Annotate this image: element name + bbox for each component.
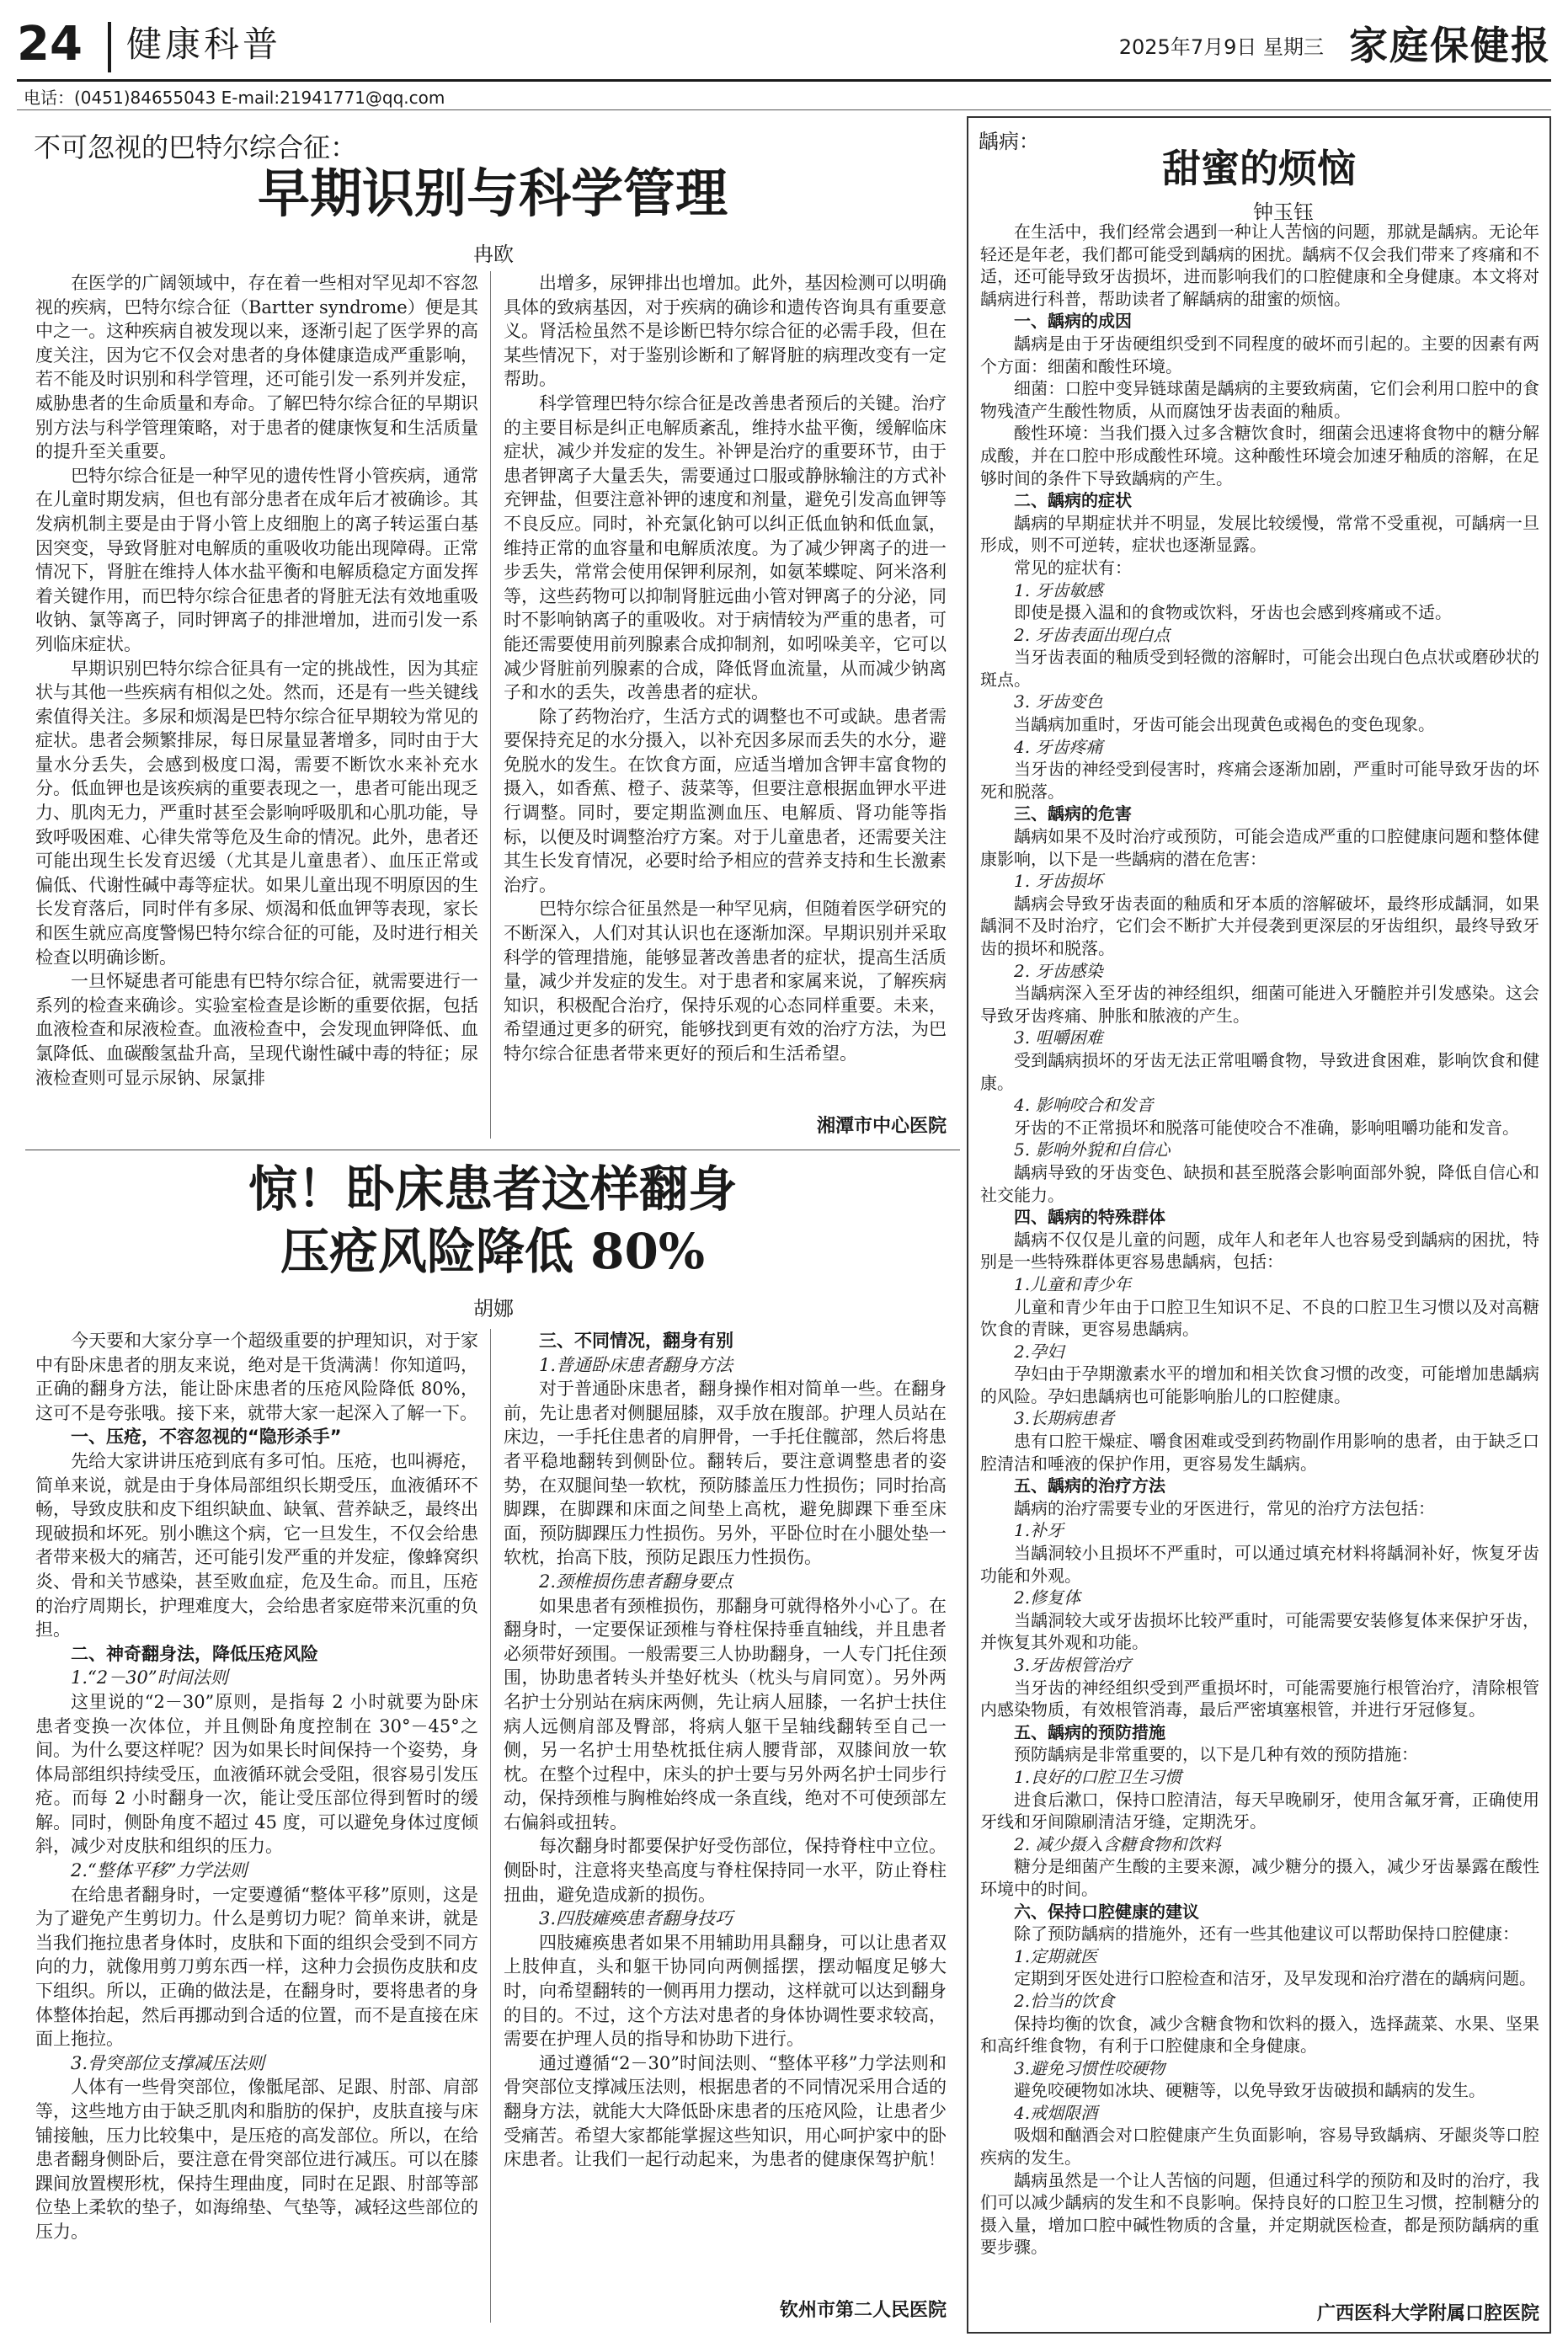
paragraph: 除了药物治疗，生活方式的调整也不可或缺。患者需要保持充足的水分摄入，以补充因多尿而丢失的水分，避免脱水的发生。在饮食方面，应适当增加含钾丰富食物的摄入，如香蕉、橙子、菠菜等，但要注意根据血钾水平进行调整。同时，要定期监测血压、电解质、肾功能等指标，以便及时调整治疗方案。对于儿童患者，还需要关注其生长发育情况，必要时给予相应的营养支持和生长激素治疗。 <box>504 706 947 895</box>
article3-title: 甜蜜的烦恼 <box>1162 146 1356 191</box>
column-rule <box>490 271 491 1139</box>
column-rule <box>490 1329 491 2323</box>
article1-title: 早期识别与科学管理 <box>257 163 728 224</box>
subheading: 3.四肢瘫痪患者翻身技巧 <box>539 1908 733 1929</box>
paragraph: 定期到牙医处进行口腔检查和洁牙，及早发现和治疗潜在的龋病问题。 <box>1014 1968 1536 1989</box>
article2-author: 胡娜 <box>473 1297 514 1320</box>
paragraph: 进食后漱口，保持口腔清洁，每天早晚刷牙，使用含氟牙膏，正确使用牙线和牙间隙刷清洁牙缝，定期洗牙。 <box>980 1789 1539 1833</box>
article1-column-2 <box>504 271 947 1107</box>
subheading: 1.普通卧床患者翻身方法 <box>539 1354 733 1375</box>
subheading: 2. 牙齿感染 <box>1014 960 1103 981</box>
paragraph: 当龋洞较大或牙齿损坏比较严重时，可能需要安装修复体来保护牙齿，并恢复其外观和功能。 <box>980 1609 1539 1653</box>
paragraph: 巴特尔综合征是一种罕见的遗传性肾小管疾病，通常在儿童时期发病，但也有部分患者在成年后才被确诊。其发病机制主要是由于肾小管上皮细胞上的离子转运蛋白基因突变，导致肾脏对电解质的重吸收功能出现障碍。正常情况下，肾脏在维持人体水盐平衡和电解质稳定方面发挥着关键作用，而巴特尔综合征患者的肾脏无法有效地重吸收钠、氯等离子，同时钾离子的排泄增加，进而引发一系列临床症状。 <box>35 465 478 654</box>
paragraph: 吸烟和酗酒会对口腔健康产生负面影响，容易导致龋病、牙龈炎等口腔疾病的发生。 <box>980 2125 1539 2169</box>
article3-pretitle: 龋病： <box>979 130 1039 153</box>
paragraph: 当龋病深入至牙齿的神经组织，细菌可能进入牙髓腔并引发感染。这会导致牙齿疼痛、肿胀和脓液的产生。 <box>980 983 1539 1026</box>
section-heading: 六、保持口腔健康的建议 <box>1014 1901 1199 1922</box>
subheading: 1. 牙齿损坏 <box>1014 871 1103 892</box>
article2-source: 钦州市第二人民医院 <box>779 2300 947 2321</box>
subheading: 1.“2－30”时间法则 <box>71 1667 228 1688</box>
paragraph: 龋病的早期症状并不明显，发展比较缓慢，常常不受重视，可龋病一旦形成，则不可逆转，症状也逐渐显露。 <box>980 512 1539 556</box>
paragraph: 通过遵循“2－30”时间法则、“整体平移”力学法则和骨突部位支撑减压法则，根据患者的不同情况采用合适的翻身方法，就能大大降低卧床患者的压疮风险，让患者少受痛苦。希望大家都能掌握这些知识，用心呵护家中的卧床患者。让我们一起行动起来，为患者的健康保驾护航！ <box>504 2052 947 2170</box>
subheading: 2. 减少摄入含糖食物和饮料 <box>1014 1833 1221 1854</box>
page-header <box>17 12 1551 77</box>
subheading: 3. 咀嚼困难 <box>1014 1027 1103 1048</box>
subheading: 3.牙齿根管治疗 <box>1014 1655 1132 1675</box>
paragraph: 避免咬硬物如冰块、硬糖等，以免导致牙齿破损和龋病的发生。 <box>1014 2080 1485 2101</box>
paragraph: 人体有一些骨突部位，像骶尾部、足跟、肘部、肩部等，这些地方由于缺乏肌肉和脂肪的保护，皮肤直接与床铺接触，压力比较集中，是压疮的高发部位。所以，在给患者翻身侧卧后，要注意在骨突部位进行减压。可以在膝踝间放置楔形枕，保持生理曲度，同时在足跟、肘部等部位垫上柔软的垫子，如海绵垫、气垫等，减轻这些部位的压力。 <box>35 2077 478 2242</box>
paragraph: 龋病如果不及时治疗或预防，可能会造成严重的口腔健康问题和整体健康影响，以下是一些龋病的潜在危害： <box>980 826 1539 869</box>
paragraph: 儿童和青少年由于口腔卫生知识不足、不良的口腔卫生习惯以及对高糖饮食的青睐，更容易患龋病。 <box>980 1296 1539 1340</box>
paragraph: 先给大家讲讲压疮到底有多可怕。压疮，也叫褥疮，简单来说，就是由于身体局部组织长期受压，血液循环不畅，导致皮肤和皮下组织缺血、缺氧、营养缺乏，最终出现破损和坏死。别小瞧这个病，它一旦发生，不仅会给患者带来极大的痛苦，还可能引发严重的并发症，像蜂窝织炎、骨和关节感染，甚至败血症，危及生命。而且，压疮的治疗周期长，护理难度大，会给患者家庭带来沉重的负担。 <box>35 1450 478 1640</box>
subheading: 4. 牙齿疼痛 <box>1014 736 1103 757</box>
article1-pretitle: 不可忽视的巴特尔综合征： <box>34 131 358 163</box>
article2-title-line-2: 压疮风险降低 80% <box>280 1223 706 1280</box>
subheading: 3.避免习惯性咬硬物 <box>1014 2057 1165 2078</box>
issue-date: 2025年7月9日 星期三 <box>1118 35 1324 59</box>
header-rule <box>17 79 1551 82</box>
subheading: 1.定期就医 <box>1014 1945 1098 1966</box>
subheading: 2.孕妇 <box>1014 1341 1064 1362</box>
article2-title-line-1: 惊！卧床患者这样翻身 <box>248 1160 737 1218</box>
section-heading: 三、不同情况，翻身有别 <box>539 1331 733 1351</box>
subheading: 5. 影响外貌和自信心 <box>1014 1139 1171 1160</box>
page-number: 24 <box>17 17 83 72</box>
paragraph: 糖分是细菌产生酸的主要来源，减少糖分的摄入，减少牙齿暴露在酸性环境中的时间。 <box>980 1856 1539 1899</box>
section-heading: 五、龋病的治疗方法 <box>1014 1475 1165 1496</box>
paragraph: 这里说的“2－30”原则，是指每 2 小时就要为卧床患者变换一次体位，并且侧卧角度控制在 30°－45°之间。为什么要这样呢？因为如果长时间保持一个姿势，身体局部组织持续受压，血液循环就会受阻，很容易引发压疮。而每 2 小时翻身一次，能让受压部位得到暂时的缓解。同时，侧卧角度不超过 45 度，可以避免身体过度倾斜，减少对皮肤和组织的压力。 <box>35 1691 478 1857</box>
section-heading: 五、龋病的预防措施 <box>1014 1721 1165 1742</box>
newspaper-name: 家庭保健报 <box>1349 23 1551 68</box>
paragraph: 每次翻身时都要保护好受伤部位，保持脊柱中立位。侧卧时，注意将夹垫高度与脊柱保持同一水平，防止脊柱扭曲，避免造成新的损伤。 <box>504 1836 947 1905</box>
paragraph: 患有口腔干燥症、嚼食困难或受到药物副作用影响的患者，由于缺乏口腔清洁和唾液的保护作用，更容易发生龋病。 <box>980 1431 1539 1474</box>
paragraph: 当龋洞较小且损坏不严重时，可以通过填充材料将龋洞补好，恢复牙齿功能和外观。 <box>980 1543 1539 1586</box>
subheading: 1.儿童和青少年 <box>1014 1273 1132 1294</box>
article3-author: 钟玉钰 <box>1253 200 1314 224</box>
article2-column-2 <box>504 1329 947 2285</box>
contact-rule <box>17 109 1551 110</box>
paragraph: 龋病会导致牙齿表面的釉质和牙本质的溶解破坏，最终形成龋洞，如果龋洞不及时治疗，它们会不断扩大并侵袭到更深层的牙齿组织，最终导致牙齿的损坏和脱落。 <box>980 893 1539 958</box>
section-heading: 三、龋病的危害 <box>1014 803 1132 824</box>
subheading: 2.修复体 <box>1014 1587 1081 1608</box>
paragraph: 当龋病加重时，牙齿可能会出现黄色或褐色的变色现象。 <box>1014 714 1435 735</box>
paragraph: 酸性环境：当我们摄入过多含糖饮食时，细菌会迅速将食物中的糖分解成酸，并在口腔中形成酸性环境。这种酸性环境会加速牙釉质的溶解，在足够时间的条件下导致龋病的产生。 <box>980 423 1539 488</box>
paragraph: 龋病虽然是一个让人苦恼的问题，但通过科学的预防和及时的治疗，我们可以减少龋病的发生和不良影响。保持良好的口腔卫生习惯，控制糖分的摄入量，增加口腔中碱性物质的含量，并定期就医检查，都是预防龋病的重要步骤。 <box>980 2169 1539 2258</box>
article2-column-1 <box>35 1329 478 2323</box>
paragraph: 保持均衡的饮食，减少含糖食物和饮料的摄入，选择蔬菜、水果、坚果和高纤维食物，有利于口腔健康和全身健康。 <box>980 2013 1539 2057</box>
paragraph: 牙齿的不正常损坏和脱落可能使咬合不准确，影响咀嚼功能和发音。 <box>1014 1117 1519 1138</box>
subheading: 3.长期病患者 <box>1014 1408 1115 1429</box>
paragraph: 如果患者有颈椎损伤，那翻身可就得格外小心了。在翻身时，一定要保证颈椎与脊柱保持垂直轴线，并且患者必须带好颈围。一般需要三人协助翻身，一人专门托住颈围，协助患者转头并垫好枕头（枕头与肩同宽）。另外两名护士分别站在病床两侧，先让病人屈膝，一名护士扶住病人远侧肩部及臀部，将病人躯干呈轴线翻转至自己一侧，另一名护士用垫枕抵住病人腰背部，双膝间放一软枕。在整个过程中，床头的护士要与另外两名护士同步行动，保持颈椎与胸椎始终成一条直线，绝对不可使颈部左右偏斜或扭转。 <box>504 1595 947 1833</box>
section-name: 健康科普 <box>126 24 282 65</box>
paragraph: 除了预防龋病的措施外，还有一些其他建议可以帮助保持口腔健康： <box>1014 1923 1519 1945</box>
paragraph: 细菌：口腔中变异链球菌是龋病的主要致病菌，它们会利用口腔中的食物残渣产生酸性物质，从而腐蚀牙齿表面的釉质。 <box>980 378 1539 421</box>
paragraph: 出增多，尿钾排出也增加。此外，基因检测可以明确具体的致病基因，对于疾病的确诊和遗传咨询具有重要意义。肾活检虽然不是诊断巴特尔综合征的必需手段，但在某些情况下，对于鉴别诊断和了解肾脏的病理改变有一定帮助。 <box>504 273 947 390</box>
paragraph: 常见的症状有： <box>1014 557 1132 578</box>
subheading: 1.良好的口腔卫生习惯 <box>1014 1766 1182 1787</box>
section-heading: 一、龋病的成因 <box>1014 311 1132 332</box>
subheading: 4.戒烟限酒 <box>1014 2102 1098 2123</box>
paragraph: 预防龋病是非常重要的，以下是几种有效的预防措施： <box>1014 1744 1418 1765</box>
subheading: 2.恰当的饮食 <box>1014 1990 1115 2011</box>
subheading: 3. 牙齿变色 <box>1014 691 1103 712</box>
article3-body <box>980 221 1539 2282</box>
paragraph: 当牙齿表面的釉质受到轻微的溶解时，可能会出现白色点状或磨砂状的斑点。 <box>980 647 1539 690</box>
paragraph: 当牙齿的神经组织受到严重损坏时，可能需要施行根管治疗，清除根管内感染物质，有效根管消毒，最后严密填塞根管，并进行牙冠修复。 <box>980 1677 1539 1720</box>
section-heading: 二、神奇翻身法，降低压疮风险 <box>71 1643 318 1664</box>
paragraph: 四肢瘫痪患者如果不用辅助用具翻身，可以让患者双上肢伸直，头和躯干协同向两侧摇摆，摆动幅度足够大时，向希望翻转的一侧再用力摆动，这样就可以达到翻身的目的。不过，这个方法对患者的身体协调性要求较高，需要在护理人员的指导和协助下进行。 <box>504 1932 947 2050</box>
paragraph: 在生活中，我们经常会遇到一种让人苦恼的问题，那就是龋病。无论年轻还是年老，我们都可能受到龋病的困扰。龋病不仅会我们带来了疼痛和不适，还可能导致牙齿损坏，进而影响我们的口腔健康和全身健康。本文将对龋病进行科普，帮助读者了解龋病的甜蜜的烦恼。 <box>980 221 1539 309</box>
paragraph: 龋病是由于牙齿硬组织受到不同程度的破坏而引起的。主要的因素有两个方面：细菌和酸性环境。 <box>980 333 1539 376</box>
paragraph: 今天要和大家分享一个超级重要的护理知识，对于家中有卧床患者的朋友来说，绝对是干货满满！你知道吗，正确的翻身方法，能让卧床患者的压疮风险降低 80%，这可不是夸张哦。接下来，就带大家一起深入了解一下。 <box>35 1331 478 1423</box>
article1-author: 冉欧 <box>473 243 514 266</box>
subheading: 2.“整体平移”力学法则 <box>71 1860 248 1881</box>
paragraph: 在医学的广阔领域中，存在着一些相对罕见却不容忽视的疾病，巴特尔综合征（Bartter syndrome）便是其中之一。这种疾病自被发现以来，逐渐引起了医学界的高度关注，因为它不仅会对患者的身体健康造成严重影响，若不能及时识别和科学管理，还可能引发一系列并发症，威胁患者的生命质量和寿命。了解巴特尔综合征的早期识别方法与科学管理策略，对于患者的健康恢复和生活质量的提升至关重要。 <box>35 273 478 462</box>
article3-source: 广西医科大学附属口腔医院 <box>1316 2303 1539 2324</box>
paragraph: 龋病导致的牙齿变色、缺损和甚至脱落会影响面部外貌，降低自信心和社交能力。 <box>980 1161 1539 1205</box>
paragraph: 一旦怀疑患者可能患有巴特尔综合征，就需要进行一系列的检查来确诊。实验室检查是诊断的重要依据，包括血液检查和尿液检查。血液检查中，会发现血钾降低、血氯降低、血碳酸氢盐升高，呈现代谢性碱中毒的特征；尿液检查则可显示尿钠、尿氯排 <box>35 971 478 1088</box>
paragraph: 龋病不仅仅是儿童的问题，成年人和老年人也容易受到龋病的困扰，特别是一些特殊群体更容易患龋病，包括： <box>980 1229 1539 1272</box>
article1-source: 湘潭市中心医院 <box>816 1116 947 1137</box>
section-heading: 二、龋病的症状 <box>1014 490 1132 511</box>
paragraph: 孕妇由于孕期激素水平的增加和相关饮食习惯的改变，可能增加患龋病的风险。孕妇患龋病也可能影响胎儿的口腔健康。 <box>980 1363 1539 1406</box>
paragraph: 早期识别巴特尔综合征具有一定的挑战性，因为其症状与其他一些疾病有相似之处。然而，还是有一些关键线索值得关注。多尿和烦渴是巴特尔综合征早期较为常见的症状。患者会频繁排尿，每日尿量显著增多，同时由于大量水分丢失，会感到极度口渴，需要不断饮水来补充水分。低血钾也是该疾病的重要表现之一，患者可能出现乏力、肌肉无力，严重时甚至会影响呼吸肌和心肌功能，导致呼吸困难、心律失常等危及生命的情况。此外，患者还可能出现生长发育迟缓（尤其是儿童患者）、血压正常或偏低、代谢性碱中毒等症状。如果儿童出现不明原因的生长发育落后，同时伴有多尿、烦渴和低血钾等表现，家长和医生就应高度警惕巴特尔综合征的可能，及时进行相关检查以明确诊断。 <box>35 658 478 968</box>
paragraph: 对于普通卧床患者，翻身操作相对简单一些。在翻身前，先让患者对侧腿屈膝，双手放在腹部。护理人员站在床边，一手托住患者的肩胛骨，一手托住髋部，然后将患者平稳地翻转到侧卧位。翻转后，要注意调整患者的姿势，在双腿间垫一软枕，预防膝盖压力性损伤；同时抬高脚踝，在脚踝和床面之间垫上高枕，避免脚踝下垂至床面，预防脚踝压力性损伤。另外，平卧位时在小腿处垫一软枕，抬高下肢，预防足跟压力性损伤。 <box>504 1379 947 1568</box>
paragraph: 在给患者翻身时，一定要遵循“整体平移”原则，这是为了避免产生剪切力。什么是剪切力呢？简单来讲，就是当我们拖拉患者身体时，皮肤和下面的组织会受到不同方向的力，就像用剪刀剪东西一样，这种力会损伤皮肤和皮下组织。所以，正确的做法是，在翻身时，要将患者的身体整体抬起，然后再挪动到合适的位置，而不是直接在床面上拖拉。 <box>35 1884 478 2050</box>
subheading: 3.骨突部位支撑减压法则 <box>71 2052 265 2073</box>
subheading: 2.颈椎损伤患者翻身要点 <box>539 1571 733 1592</box>
header-divider <box>108 22 111 72</box>
subheading: 1. 牙齿敏感 <box>1014 579 1103 600</box>
paragraph: 科学管理巴特尔综合征是改善患者预后的关键。治疗的主要目标是纠正电解质紊乱，维持水盐平衡，缓解临床症状，减少并发症的发生。补钾是治疗的重要环节，由于患者钾离子大量丢失，需要通过口服或静脉输注的方式补充钾盐，但要注意补钾的速度和剂量，避免引发高血钾等不良反应。同时，补充氯化钠可以纠正低血钠和低血氯，维持正常的血容量和电解质浓度。为了减少钾离子的进一步丢失，常常会使用保钾利尿剂，如氨苯蝶啶、阿米洛利等，这些药物可以抑制肾脏远曲小管对钾离子的分泌，同时不影响钠离子的重吸收。对于病情较为严重的患者，可能还需要使用前列腺素合成抑制剂，如吲哚美辛，它可以减少肾脏前列腺素的合成，降低肾血流量，从而减少钠离子和水的丢失，改善患者的症状。 <box>504 392 947 703</box>
paragraph: 龋病的治疗需要专业的牙医进行，常见的治疗方法包括： <box>1014 1497 1435 1518</box>
article1-column-1 <box>35 271 478 1140</box>
section-heading: 一、压疮，不容忽视的“隐形杀手” <box>71 1427 342 1448</box>
paragraph: 受到龋病损坏的牙齿无法正常咀嚼食物，导致进食困难，影响饮食和健康。 <box>980 1049 1539 1093</box>
paragraph: 巴特尔综合征虽然是一种罕见病，但随着医学研究的不断深入，人们对其认识也在逐渐加深。早期识别并采取科学的管理措施，能够显著改善患者的症状，提高生活质量，减少并发症的发生。对于患者和家属来说，了解疾病知识，积极配合治疗，保持乐观的心态同样重要。未来，希望通过更多的研究，能够找到更有效的治疗方法，为巴特尔综合征患者带来更好的预后和生活希望。 <box>504 899 947 1064</box>
section-heading: 四、龋病的特殊群体 <box>1014 1207 1165 1228</box>
contact-line: 电话：(0451)84655043 E-mail:21941771@qq.com <box>24 88 445 108</box>
subheading: 1.补牙 <box>1014 1520 1064 1541</box>
paragraph: 即使是摄入温和的食物或饮料，牙齿也会感到疼痛或不适。 <box>1014 602 1452 623</box>
subheading: 4. 影响咬合和发音 <box>1014 1095 1154 1116</box>
paragraph: 当牙齿的神经受到侵害时，疼痛会逐渐加剧，严重时可能导致牙齿的坏死和脱落。 <box>980 759 1539 802</box>
subheading: 2. 牙齿表面出现白点 <box>1014 624 1171 645</box>
